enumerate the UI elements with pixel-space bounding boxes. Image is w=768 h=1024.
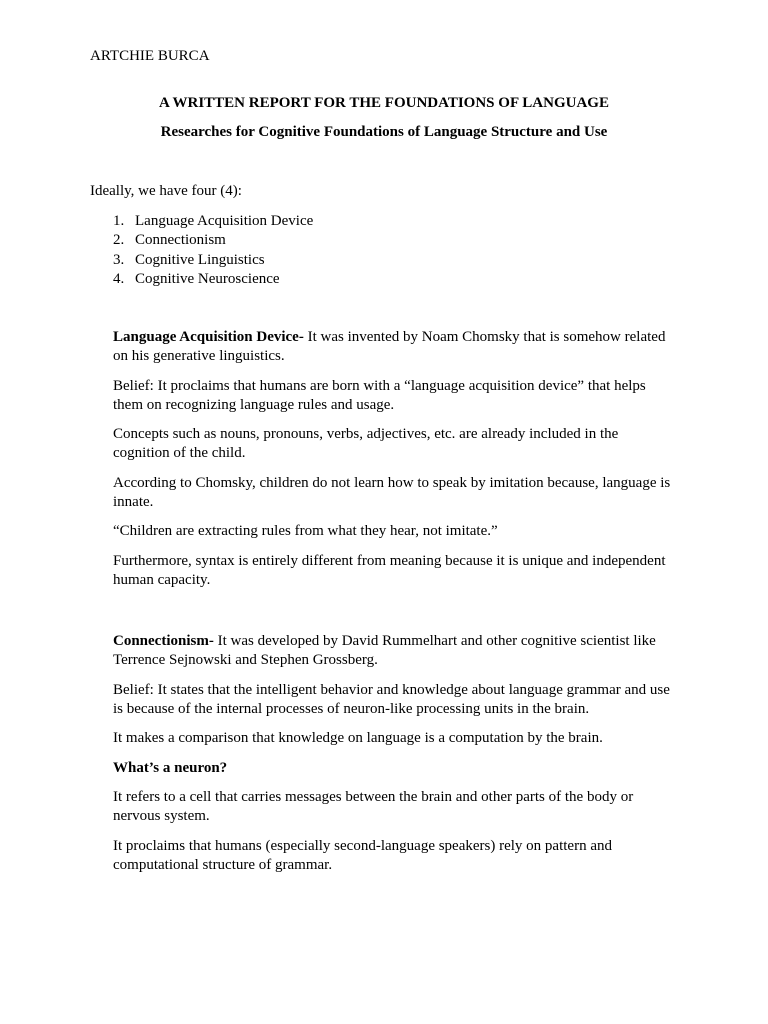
paragraph: It makes a comparison that knowledge on language is a computation by the brain. [113,730,603,746]
paragraph: Belief: It states that the intelligent behavior and knowledge about language grammar and use is because of the internal processes of neuron-like processing units in the brain. [113,681,670,717]
list-item [113,212,313,231]
section-lead: It was invented by Noam Chomsky that is somehow related on his generative linguistics. [113,329,666,364]
section-connectionism [113,632,678,885]
section-lad [113,328,678,600]
paragraph: Concepts such as nouns, pronouns, verbs, adjectives, etc. are already included in the cognition of the child. [113,426,619,461]
paragraph: It proclaims that humans (especially second-language speakers) rely on pattern and computational structure of grammar. [113,837,612,873]
list-label: Cognitive Neuroscience [135,270,280,287]
section-lead: It was developed by David Rummelhart and other cognitive scientist like Terrence Sejnowski and Stephen Grossberg. [113,633,656,668]
paragraph: Furthermore, syntax is entirely different from meaning because it is unique and independent human capacity. [113,552,666,588]
paragraph: Belief: It proclaims that humans are born with a “language acquisition device” that helps them on recognizing language rules and usage. [113,377,646,413]
paragraph: “Children are extracting rules from what they hear, not imitate.” [113,523,498,539]
author-name: ARTCHIE BURCA [90,48,210,64]
paragraph: It refers to a cell that carries messages between the brain and other parts of the body or nervous system. [113,789,634,824]
list-number: 3. [113,251,125,268]
paragraph [113,632,678,670]
list-item [113,270,313,289]
list-label: Language Acquisition Device [135,213,314,229]
list-label: Cognitive Linguistics [135,251,265,268]
report-subtitle: Researches for Cognitive Foundations of Language Structure and Use [160,124,608,140]
list-item [113,251,313,270]
topic-list [113,212,313,289]
intro-text: Ideally, we have four (4): [90,183,242,199]
list-number: 4. [113,270,125,287]
paragraph: According to Chomsky, children do not learn how to speak by imitation because, language is innate. [113,474,671,510]
paragraph [113,328,678,366]
list-item [113,231,313,250]
report-title: A WRITTEN REPORT FOR THE FOUNDATIONS OF LANGUAGE [159,95,609,111]
section-heading: Connectionism- [113,633,214,649]
list-number: 1. [113,213,125,229]
list-number: 2. [113,232,125,249]
list-label: Connectionism [135,232,226,249]
section-heading: Language Acquisition Device- [113,329,304,345]
subheading: What’s a neuron? [113,759,228,776]
